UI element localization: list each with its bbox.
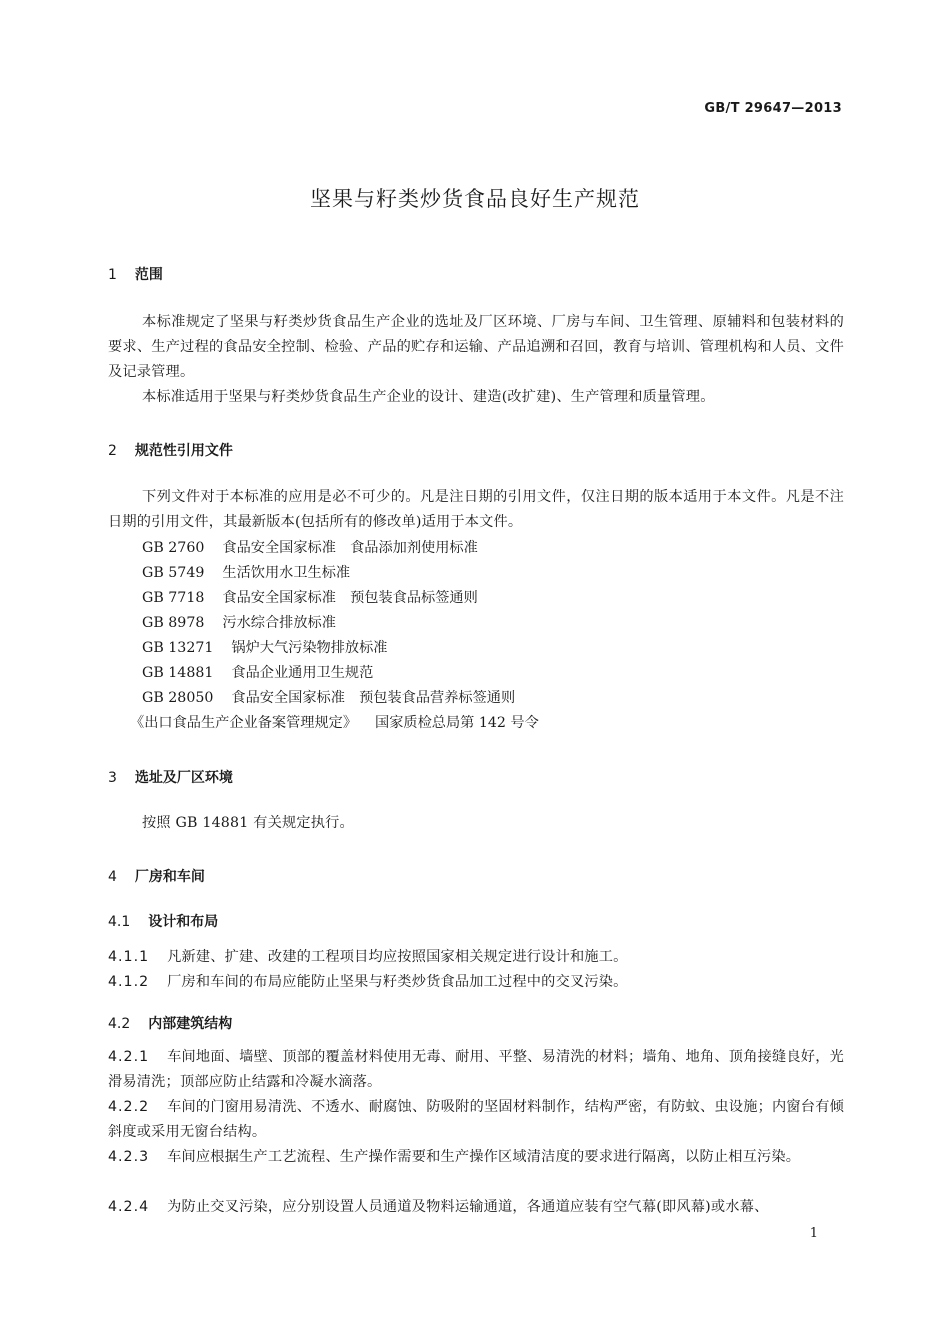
clause bbox=[108, 1195, 844, 1220]
reference-name: 食品安全国家标准 预包装食品标签通则 bbox=[222, 590, 478, 606]
subsection-title: 设计和布局 bbox=[148, 914, 219, 930]
subsection-heading bbox=[108, 1013, 232, 1033]
section-number: 4 bbox=[108, 869, 117, 885]
reference-item bbox=[142, 662, 373, 682]
clause-number: 4.2.3 bbox=[108, 1149, 150, 1165]
page-number: 1 bbox=[809, 1226, 818, 1241]
section-heading bbox=[108, 264, 163, 284]
reference-name: 污水综合排放标准 bbox=[222, 615, 336, 631]
clause bbox=[108, 1095, 844, 1145]
clause bbox=[108, 970, 844, 995]
reference-code: GB 2760 bbox=[142, 540, 205, 556]
reference-code: GB 5749 bbox=[142, 565, 205, 581]
clause-number: 4.2.4 bbox=[108, 1199, 150, 1215]
paragraph: 下列文件对于本标准的应用是必不可少的。凡是注日期的引用文件，仅注日期的版本适用于本文件。凡是不注日期的引用文件，其最新版本(包括所有的修改单)适用于本文件。 bbox=[108, 489, 844, 530]
section-title: 选址及厂区环境 bbox=[134, 770, 233, 786]
reference-name: 生活饮用水卫生标准 bbox=[222, 565, 351, 581]
clause-text: 凡新建、扩建、改建的工程项目均应按照国家相关规定进行设计和施工。 bbox=[167, 949, 628, 965]
reference-item bbox=[142, 537, 478, 557]
reference-code: 《出口食品生产企业备案管理规定》 bbox=[130, 715, 358, 731]
reference-code: GB 13271 bbox=[142, 640, 214, 656]
section-heading bbox=[108, 440, 233, 460]
paragraph: 按照 GB 14881 有关规定执行。 bbox=[142, 815, 354, 831]
reference-code: GB 14881 bbox=[142, 665, 214, 681]
subsection-heading bbox=[108, 911, 218, 931]
clause-text: 厂房和车间的布局应能防止坚果与籽类炒货食品加工过程中的交叉污染。 bbox=[167, 974, 628, 990]
reference-item bbox=[130, 712, 539, 732]
clause-text: 车间地面、墙壁、顶部的覆盖材料使用无毒、耐用、平整、易清洗的材料；墙角、地角、顶角接缝良好，光滑易清洗；顶部应防止结露和冷凝水滴落。 bbox=[108, 1049, 844, 1090]
reference-name: 食品安全国家标准 食品添加剂使用标准 bbox=[222, 540, 478, 556]
reference-code: GB 8978 bbox=[142, 615, 205, 631]
section-heading bbox=[108, 866, 205, 886]
section-heading bbox=[108, 767, 233, 787]
subsection-title: 内部建筑结构 bbox=[148, 1016, 233, 1032]
clause bbox=[108, 1145, 844, 1170]
reference-name: 国家质检总局第 142 号令 bbox=[375, 715, 539, 731]
reference-code: GB 7718 bbox=[142, 590, 205, 606]
reference-name: 食品企业通用卫生规范 bbox=[231, 665, 374, 681]
clause-number: 4.1.2 bbox=[108, 974, 150, 990]
section-number: 1 bbox=[108, 267, 117, 283]
subsection-number: 4.1 bbox=[108, 914, 131, 930]
reference-name: 锅炉大气污染物排放标准 bbox=[231, 640, 388, 656]
reference-item bbox=[142, 562, 350, 582]
clause-text: 车间应根据生产工艺流程、生产操作需要和生产操作区域清洁度的要求进行隔离，以防止相互污染。 bbox=[167, 1149, 801, 1165]
clause-number: 4.2.1 bbox=[108, 1049, 150, 1065]
section-number: 3 bbox=[108, 770, 117, 786]
clause-text: 为防止交叉污染，应分别设置人员通道及物料运输通道，各通道应装有空气幕(即风幕)或水幕、 bbox=[167, 1199, 769, 1215]
paragraph: 本标准适用于坚果与籽类炒货食品生产企业的设计、建造(改扩建)、生产管理和质量管理。 bbox=[142, 389, 715, 405]
clause-text: 车间的门窗用易清洗、不透水、耐腐蚀、防吸附的坚固材料制作，结构严密，有防蚊、虫设施；内窗台有倾斜度或采用无窗台结构。 bbox=[108, 1099, 844, 1140]
reference-code: GB 28050 bbox=[142, 690, 214, 706]
standard-code: GB/T 29647—2013 bbox=[704, 101, 842, 116]
reference-item bbox=[142, 587, 478, 607]
section-title: 规范性引用文件 bbox=[134, 443, 233, 459]
clause-number: 4.2.2 bbox=[108, 1099, 150, 1115]
section-title: 厂房和车间 bbox=[134, 869, 205, 885]
clause-number: 4.1.1 bbox=[108, 949, 150, 965]
reference-item bbox=[142, 687, 515, 707]
document-title: 坚果与籽类炒货食品良好生产规范 bbox=[310, 187, 640, 211]
reference-item bbox=[142, 612, 336, 632]
section-number: 2 bbox=[108, 443, 117, 459]
clause bbox=[108, 1045, 844, 1095]
reference-name: 食品安全国家标准 预包装食品营养标签通则 bbox=[231, 690, 516, 706]
paragraph: 本标准规定了坚果与籽类炒货食品生产企业的选址及厂区环境、厂房与车间、卫生管理、原辅料和包装材料的要求、生产过程的食品安全控制、检验、产品的贮存和运输、产品追溯和召回，教育与培训、管理机构和人员、文件及记录管理。 bbox=[108, 314, 844, 380]
clause bbox=[108, 945, 844, 970]
reference-item bbox=[142, 637, 387, 657]
subsection-number: 4.2 bbox=[108, 1016, 131, 1032]
section-title: 范围 bbox=[134, 267, 163, 283]
